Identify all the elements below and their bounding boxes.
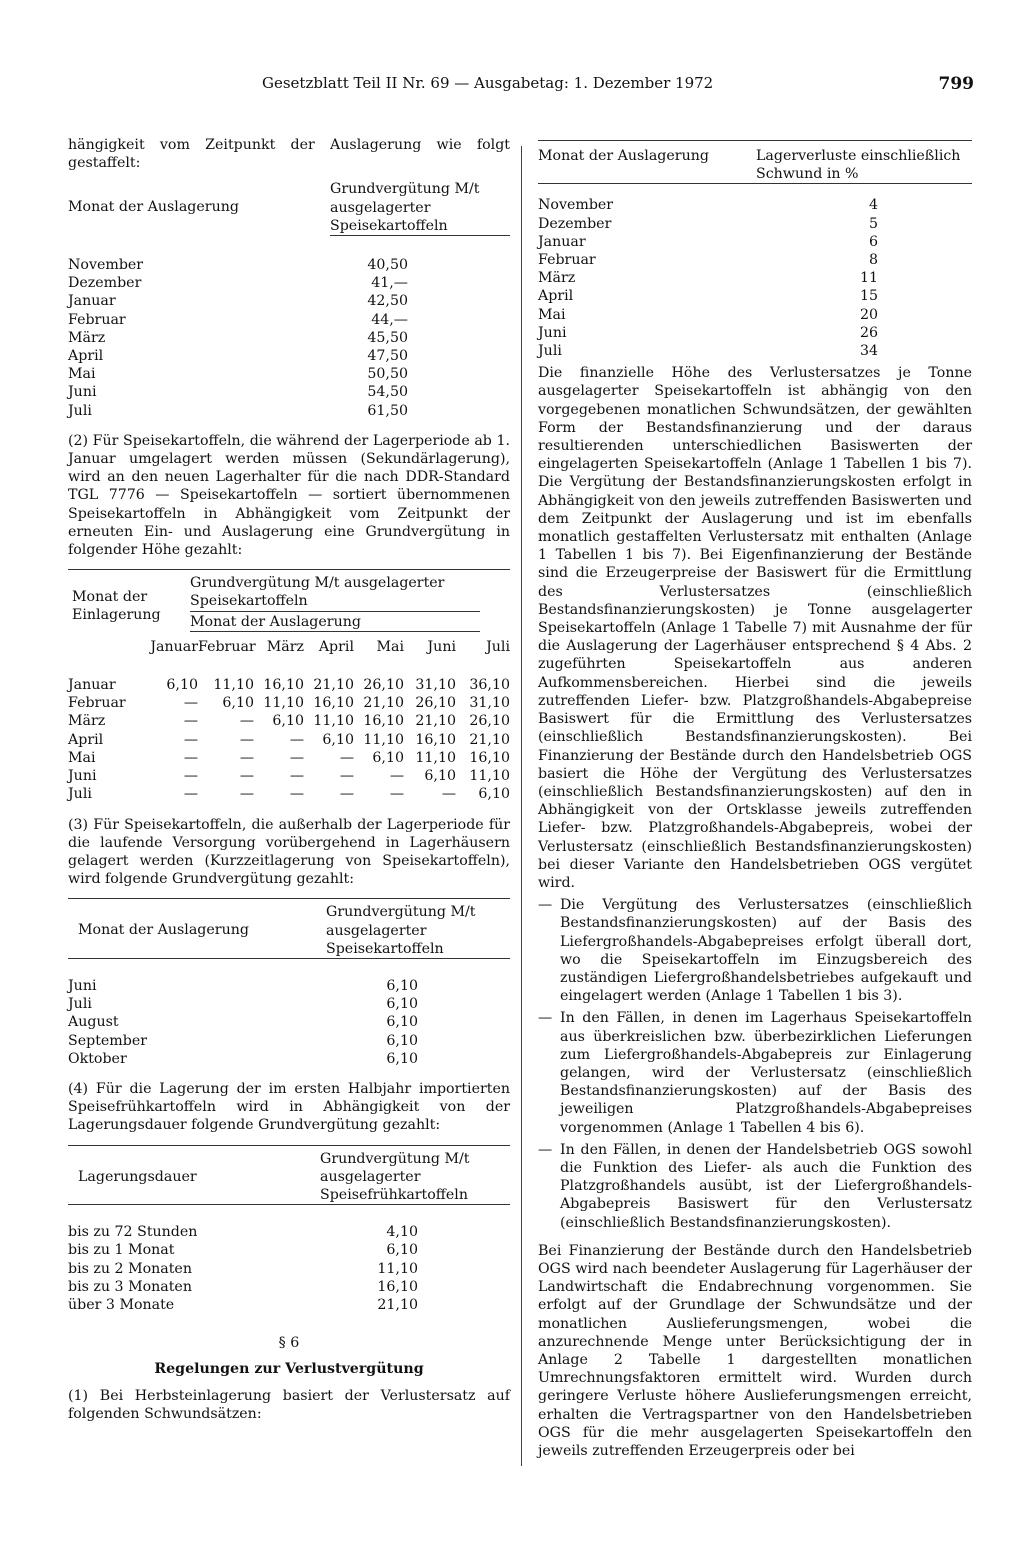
row-label: April: [538, 288, 574, 305]
cell-value: 16,10: [363, 713, 404, 730]
dash-marker: —: [538, 1010, 553, 1027]
row-label: Januar: [68, 293, 116, 310]
row-label: Mai: [538, 306, 566, 323]
table-row: [538, 287, 878, 305]
table-row: [68, 329, 408, 347]
cell-value: —: [239, 768, 254, 785]
cell-value: 36,10: [469, 677, 510, 694]
cell-value: 11,10: [213, 677, 254, 694]
cell-value: —: [339, 786, 354, 803]
table-row: [68, 1223, 418, 1241]
cell-value: —: [239, 731, 254, 748]
cell-value: 40,50: [367, 257, 408, 274]
cell-value: —: [389, 768, 404, 785]
cell-value: —: [183, 731, 198, 748]
cell-value: 11,10: [469, 768, 510, 785]
column-header: Juli: [486, 638, 510, 655]
table-row: [68, 1032, 418, 1050]
table-row: [538, 233, 878, 251]
list-item-text: In den Fällen, in denen der Handelsbetrieb OGS sowohl die Funktion des Liefer- als auch die Funktion des Platzgroßhandels ausübt, ist der Liefergroßhandels-Abgabepreis Basiswert für den Verlustersatz (einschließlich Bestandsfinanzierungskosten).: [560, 1141, 972, 1231]
right-paragraph-2: Bei Finanzierung der Bestände durch den Handelsbetrieb OGS wird nach beendeter Auslagerung für Lagerhäuser der Landwirtschaft die Endabrechnung vorgenommen. Sie erfolgt auf der Grundlage der Schwundsätze und der monatlichen Auslieferungsmengen, wobei die anzurechnende Menge unter Berücksichtigung der in Anlage 2 Tabelle 1 dargestellten monatlichen Umrechnungsfaktoren ermittelt wird. Wurden durch geringere Verluste höhere Auslieferungsmengen erreicht, erhalten die Vertragspartner von den Handelsbetrieben OGS für die mehr ausgelagerten Speisekartoffeln den jeweils zutreffenden Erzeugerpreis oder bei: [538, 1242, 972, 1460]
row-label: Juli: [538, 343, 562, 360]
table-early-potatoes-body: [68, 1223, 418, 1314]
row-label: September: [68, 1032, 148, 1049]
row-label: August: [68, 1014, 119, 1031]
cell-value: —: [289, 731, 304, 748]
header-title: Gesetzblatt Teil II Nr. 69 — Ausgabetag: 1. Dezember 1972: [262, 74, 714, 92]
row-label: bis zu 3 Monaten: [68, 1278, 192, 1295]
table-row: [68, 995, 418, 1013]
table-row: [68, 977, 418, 995]
table-row: [68, 365, 408, 383]
cell-value: 31,10: [469, 695, 510, 712]
table-short-storage-body: [68, 977, 418, 1068]
row-label: November: [538, 197, 614, 214]
cell-value: —: [289, 768, 304, 785]
cell-value: —: [183, 713, 198, 730]
row-label: Juni: [68, 977, 97, 994]
row-label: Juli: [68, 786, 92, 803]
cell-value: 34: [859, 343, 878, 360]
row-label: Februar: [538, 252, 596, 269]
row-label: Juni: [538, 324, 567, 341]
cell-value: 44,—: [371, 311, 408, 328]
table-row: [538, 324, 878, 342]
cell-value: 41,—: [371, 275, 408, 292]
section-number: § 6: [278, 1335, 300, 1352]
cell-value: 4,10: [386, 1224, 418, 1241]
cell-value: 26,10: [415, 695, 456, 712]
cell-value: —: [289, 786, 304, 803]
cell-value: 6,10: [386, 1032, 418, 1049]
table-header: Grundvergütung M/t ausgelagerter Speisekartoffeln: [326, 904, 476, 957]
table-secondary-storage-grid: [68, 638, 510, 804]
row-label: Juli: [68, 996, 92, 1013]
row-label: März: [68, 713, 106, 730]
table-row: [68, 1278, 418, 1296]
cell-value: 11,10: [363, 731, 404, 748]
table-row: [68, 274, 408, 292]
table-header: Grundvergütung M/t ausgelagerter Speisekartoffeln: [190, 575, 445, 610]
cell-value: 21,10: [363, 695, 404, 712]
cell-value: 26,10: [469, 713, 510, 730]
row-label: November: [68, 257, 144, 274]
cell-value: 6,10: [386, 1014, 418, 1031]
table-row: [68, 785, 510, 803]
row-label: bis zu 72 Stunden: [68, 1224, 198, 1241]
paragraph-3: (3) Für Speisekartoffeln, die außerhalb der Lagerperiode für die laufende Versorgung vorübergehend in Lagerhäusern gelagert werden (Kurzzeitlagerung von Speisekartoffeln), wird folgende Grundvergütung gezahlt:: [68, 816, 510, 888]
table-header: Monat der Auslagerung: [68, 199, 239, 216]
table-row: [538, 306, 878, 324]
table-row: [68, 676, 510, 694]
table-short-storage: [68, 899, 510, 977]
cell-value: 11,10: [313, 713, 354, 730]
row-label: April: [68, 731, 104, 748]
cell-value: 47,50: [367, 348, 408, 365]
list-item: [538, 896, 972, 1005]
list-item: [538, 1009, 972, 1136]
cell-value: —: [183, 786, 198, 803]
table-header: Grundvergütung M/t ausgelagerter Speisefrühkartoffeln: [320, 1150, 470, 1203]
cell-value: 6,10: [166, 677, 198, 694]
table-row: [68, 256, 408, 274]
table-row: [68, 694, 510, 712]
cell-value: 8: [868, 252, 878, 269]
cell-value: 11,10: [263, 695, 304, 712]
row-label: Mai: [68, 366, 96, 383]
table-row: [538, 215, 878, 233]
table-row: [68, 347, 408, 365]
table-row: [68, 712, 510, 730]
column-divider: [521, 146, 522, 1466]
left-column: [68, 136, 510, 1423]
column-header: Mai: [376, 638, 404, 655]
cell-value: 54,50: [367, 384, 408, 401]
cell-value: 16,10: [313, 695, 354, 712]
table-header: Monat der Einlagerung: [72, 589, 161, 624]
page-number: 799: [938, 74, 974, 94]
cell-value: —: [239, 786, 254, 803]
table-row: [68, 1013, 418, 1031]
row-label: Juli: [68, 402, 92, 419]
table-header: Monat der Auslagerung: [538, 148, 709, 164]
cell-value: 42,50: [367, 293, 408, 310]
table-secondary-storage: [68, 570, 510, 632]
row-label: Dezember: [68, 275, 142, 292]
column-header: Februar: [198, 638, 256, 655]
cell-value: 21,10: [313, 677, 354, 694]
cell-value: 50,50: [367, 366, 408, 383]
cell-value: 21,10: [469, 731, 510, 748]
cell-value: —: [389, 786, 404, 803]
table-header: Monat der Auslagerung: [78, 922, 249, 939]
table-basic-rates-body: [68, 256, 408, 420]
cell-value: 6,10: [386, 1242, 418, 1259]
cell-value: 16,10: [415, 731, 456, 748]
table-row: [538, 342, 878, 360]
cell-value: 6,10: [424, 768, 456, 785]
cell-value: 15: [859, 288, 878, 305]
table-header: Lagerverluste einschließlich Schwund in %: [756, 148, 961, 183]
row-label: März: [538, 270, 576, 287]
row-label: März: [68, 329, 106, 346]
row-label: Dezember: [538, 215, 612, 232]
table-row: [68, 292, 408, 310]
paragraph-2: (2) Für Speisekartoffeln, die während der Lagerperiode ab 1. Januar umgelagert werden müssen (Sekundärlagerung), wird an den neuen Lagerhalter für die nach DDR-Standard TGL 7776 — Speisekartoffeln — sortiert übernommenen Speisekartoffeln in Abhängigkeit vom Zeitpunkt der erneuten Ein- und Auslagerung eine Grundvergütung in folgender Höhe gezahlt:: [68, 432, 510, 559]
cell-value: 6,10: [222, 695, 254, 712]
cell-value: —: [441, 786, 456, 803]
row-label: Mai: [68, 749, 96, 766]
row-label: bis zu 1 Monat: [68, 1242, 175, 1259]
cell-value: 26,10: [363, 677, 404, 694]
row-label: Februar: [68, 695, 126, 712]
list-item-text: In den Fällen, in denen im Lagerhaus Speisekartoffeln aus überkreislichen bzw. überbezirklichen Lieferungen zum Liefergroßhandels-Abgabepreis zur Einlagerung gelangen, wird der Verlustersatz (einschließlich Bestandsfinanzierungskosten) auf der Basis des jeweiligen Platzgroßhandels-Abgabepreises vorgenommen (Anlage 1 Tabellen 4 bis 6).: [560, 1010, 972, 1136]
table-row: [68, 383, 408, 401]
table-loss-rates-body: [538, 196, 878, 360]
cell-value: 11: [859, 270, 878, 287]
cell-value: 11,10: [415, 749, 456, 766]
cell-value: —: [339, 749, 354, 766]
table-row: [68, 749, 510, 767]
paragraph-4: (4) Für die Lagerung der im ersten Halbjahr importierten Speisefrühkartoffeln wird in Abhängigkeit von der Lagerungsdauer folgende Grundvergütung gezahlt:: [68, 1080, 510, 1134]
cell-value: 11,10: [377, 1260, 418, 1277]
table-row: [538, 269, 878, 287]
table-row: [68, 1241, 418, 1259]
cell-value: —: [239, 749, 254, 766]
table-early-potatoes: [68, 1146, 510, 1224]
section-title: Regelungen zur Verlustvergütung: [154, 1361, 424, 1378]
table-row: [538, 251, 878, 269]
row-label: über 3 Monate: [68, 1296, 175, 1313]
cell-value: —: [183, 768, 198, 785]
table-row: [68, 402, 408, 420]
row-label: Juni: [68, 768, 97, 785]
row-label: Januar: [538, 233, 586, 250]
row-label: bis zu 2 Monaten: [68, 1260, 192, 1277]
dash-marker: —: [538, 897, 553, 914]
table-row: [68, 1260, 418, 1278]
cell-value: 6: [868, 233, 878, 250]
row-label: Februar: [68, 311, 126, 328]
row-label: Oktober: [68, 1050, 127, 1067]
cell-value: 6,10: [386, 996, 418, 1013]
cell-value: 16,10: [469, 749, 510, 766]
cell-value: 6,10: [372, 749, 404, 766]
right-paragraph-1: Die finanzielle Höhe des Verlustersatzes je Tonne ausgelagerter Speisekartoffeln ist abhängig von den vorgegebenen monatlichen Schwundsätzen, der gewählten Form der Bestandsfinanzierung und der daraus resultierenden unterschiedlichen Basiswerten der eingelagerten Speisekartoffeln (Anlage 1 Tabellen 1 bis 7). Die Vergütung der Bestandsfinanzierungskosten erfolgt in Abhängigkeit von den jeweils zutreffenden Basiswerten und dem Zeitpunkt der Auslagerung und ist im ebenfalls monatlich gestaffelten Verlustersatz mit enthalten (Anlage 1 Tabellen 1 bis 7). Bei Eigenfinanzierung der Bestände sind die Erzeugerpreise der Basiswert für die Ermittlung des Verlustersatzes (einschließlich Bestandsfinanzierungskosten) je Tonne ausgelagerter Speisekartoffeln (Anlage 1 Tabelle 7) mit Ausnahme der für die Auslagerung der Lagerhäuser entsprechend § 4 Abs. 2 zugeführten Speisekartoffeln aus anderen Aufkommensbereichen. Hierbei sind die jeweils zutreffenden Liefer- bzw. Platzgroßhandels-Abgabepreise Basiswert für die Ermittlung des Verlustersatzes (einschließlich Bestandsfinanzierungskosten). Bei Finanzierung der Bestände durch den Handelsbetrieb OGS basiert die Höhe der Vergütung des Verlustersatzes (einschließlich Bestandsfinanzierungskosten) auf den in Abhängigkeit von der Ortsklasse jeweils zutreffenden Liefer- bzw. Platzgroßhandels-Abgabepreis, wobei der Verlustersatz (einschließlich Bestandsfinanzierungskosten) bei dieser Variante den Handelsbetrieben OGS vergütet wird.: [538, 365, 972, 891]
dash-list: [538, 896, 972, 1232]
column-header: März: [266, 638, 304, 655]
cell-value: 21,10: [415, 713, 456, 730]
table-loss-rates: [538, 141, 972, 196]
table-row: [68, 1296, 418, 1314]
cell-value: 6,10: [478, 786, 510, 803]
list-item: [538, 1141, 972, 1232]
cell-value: 45,50: [367, 329, 408, 346]
cell-value: 4: [868, 197, 878, 214]
cell-value: 6,10: [322, 731, 354, 748]
cell-value: 26: [859, 324, 878, 341]
table-header: Lagerungsdauer: [78, 1168, 197, 1185]
cell-value: 20: [859, 306, 878, 323]
dash-marker: —: [538, 1141, 553, 1158]
cell-value: 6,10: [272, 713, 304, 730]
cell-value: —: [183, 695, 198, 712]
row-label: Juni: [68, 384, 97, 401]
table-subheader: Monat der Auslagerung: [190, 611, 480, 631]
right-column: [538, 140, 972, 1460]
cell-value: —: [239, 713, 254, 730]
table-row: [68, 767, 510, 785]
cell-value: —: [289, 749, 304, 766]
paragraph-section-6-1: (1) Bei Herbsteinlagerung basiert der Verlustersatz auf folgenden Schwundsätzen:: [68, 1387, 510, 1422]
list-item-text: Die Vergütung des Verlustersatzes (einschließlich Bestandsfinanzierungskosten) auf der Basis des Liefergroßhandels-Abgabepreises erfolgt überall dort, wo die Speisekartoffeln im Einzugsbereich des zuständigen Liefergroßhandelsbetriebes aufgekauft und eingelagert werden (Anlage 1 Tabellen 1 bis 3).: [560, 897, 972, 1005]
row-label: Januar: [68, 677, 116, 694]
table-row: [538, 196, 878, 214]
row-label: April: [68, 348, 104, 365]
cell-value: 61,50: [367, 402, 408, 419]
table-basic-rates: [68, 180, 510, 256]
cell-value: 21,10: [377, 1296, 418, 1313]
column-header: April: [318, 638, 354, 655]
table-row: [68, 311, 408, 329]
intro-paragraph: hängigkeit vom Zeitpunkt der Auslagerung wie folgt gestaffelt:: [68, 137, 510, 172]
column-header: Januar: [150, 638, 198, 655]
cell-value: —: [339, 768, 354, 785]
table-header: Grundvergütung M/t ausgelagerter Speisekartoffeln: [330, 181, 480, 234]
table-row: [68, 1050, 418, 1068]
cell-value: 31,10: [415, 677, 456, 694]
cell-value: 6,10: [386, 1050, 418, 1067]
cell-value: 6,10: [386, 977, 418, 994]
cell-value: 16,10: [377, 1278, 418, 1295]
column-header: Juni: [427, 638, 456, 655]
cell-value: 16,10: [263, 677, 304, 694]
table-row: [68, 731, 510, 749]
cell-value: —: [183, 749, 198, 766]
cell-value: 5: [868, 215, 878, 232]
